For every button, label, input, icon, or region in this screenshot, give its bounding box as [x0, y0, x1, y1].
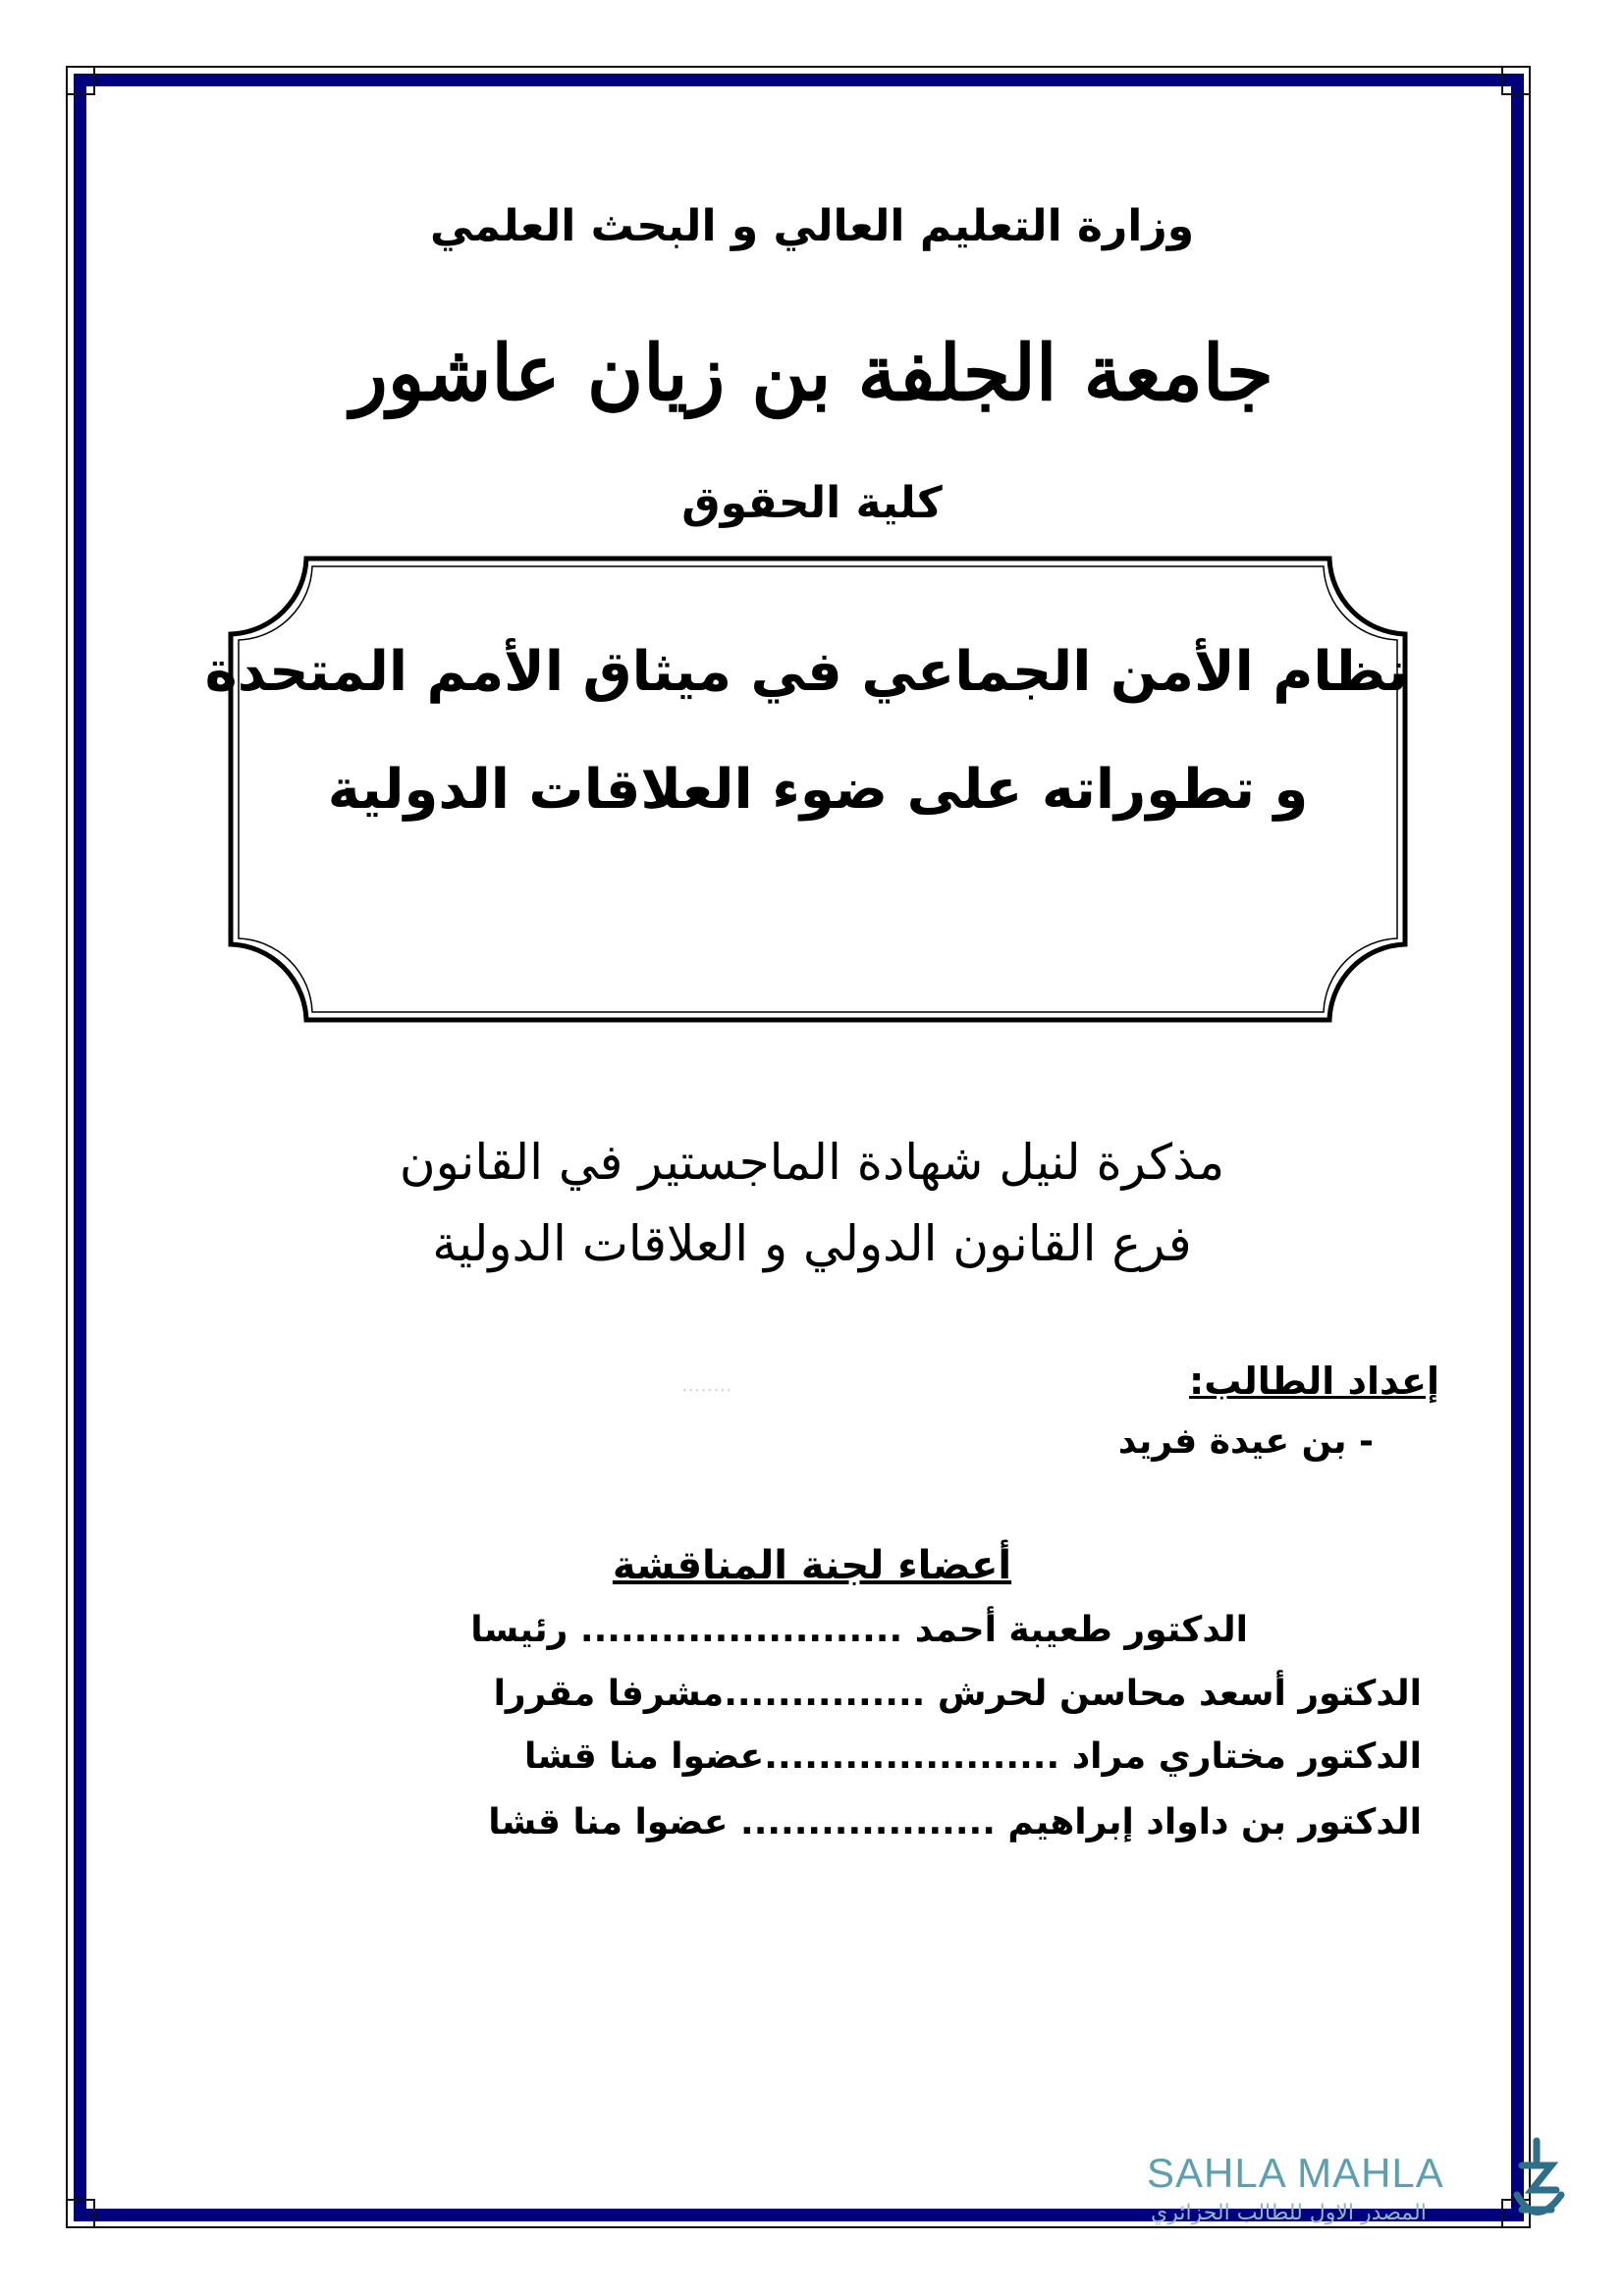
member-dots: ................... — [740, 1802, 996, 1842]
member-role: عضوا منا قشا — [524, 1736, 765, 1777]
faint-dots: ........ — [682, 1379, 733, 1395]
sahla-mahla-watermark — [1139, 2150, 1571, 2233]
corner-ornament — [66, 2199, 95, 2228]
member-dots: ............... — [724, 1674, 926, 1714]
member-dots: ...................... — [764, 1736, 1060, 1777]
member-role: رئيسا — [470, 1610, 568, 1650]
thesis-title-line2: و تطوراته على ضوء العلاقات الدولية — [327, 758, 1309, 822]
student-label: إعداد الطالب: — [1189, 1360, 1439, 1403]
title-frame — [204, 556, 1408, 1023]
member-name: الدكتور أسعد محاسن لحرش — [937, 1674, 1422, 1714]
university-name: جامعة الجلفة بن زيان عاشور — [351, 329, 1273, 418]
member-role: مشرفا مقررا — [493, 1674, 725, 1714]
member-dots: ........................ — [579, 1610, 903, 1650]
committee-heading: أعضاء لجنة المناقشة — [612, 1543, 1012, 1588]
student-name: - بن عيدة فريد — [1117, 1421, 1374, 1462]
watermark-tagline: المصدر الاول للطالب الجزائري — [1151, 2201, 1427, 2225]
calligraphy-logo-icon — [1502, 2136, 1571, 2234]
ministry-heading: وزارة التعليم العالي و البحث العلمي — [429, 201, 1195, 251]
committee-member — [470, 1610, 1248, 1650]
member-name: الدكتور بن داواد إبراهيم — [1007, 1802, 1422, 1842]
faculty-name: كلية الحقوق — [681, 478, 943, 528]
watermark-brand: SAHLA MAHLA — [1147, 2150, 1444, 2196]
committee-member — [494, 1674, 1422, 1714]
degree-line1: مذكرة لنيل شهادة الماجستير في القانون — [399, 1134, 1225, 1191]
member-name: الدكتور مختاري مراد — [1071, 1736, 1422, 1777]
thesis-title-line1: نظام الأمن الجماعي في ميثاق الأمم المتحدة — [204, 640, 1408, 704]
committee-member — [524, 1736, 1422, 1777]
member-role: عضوا منا قشا — [488, 1802, 729, 1842]
member-name: الدكتور طعيبة أحمد — [914, 1610, 1248, 1650]
corner-ornament — [66, 66, 95, 95]
corner-ornament — [1501, 66, 1531, 95]
committee-member — [488, 1802, 1422, 1842]
degree-line2: فرع القانون الدولي و العلاقات الدولية — [432, 1215, 1192, 1272]
